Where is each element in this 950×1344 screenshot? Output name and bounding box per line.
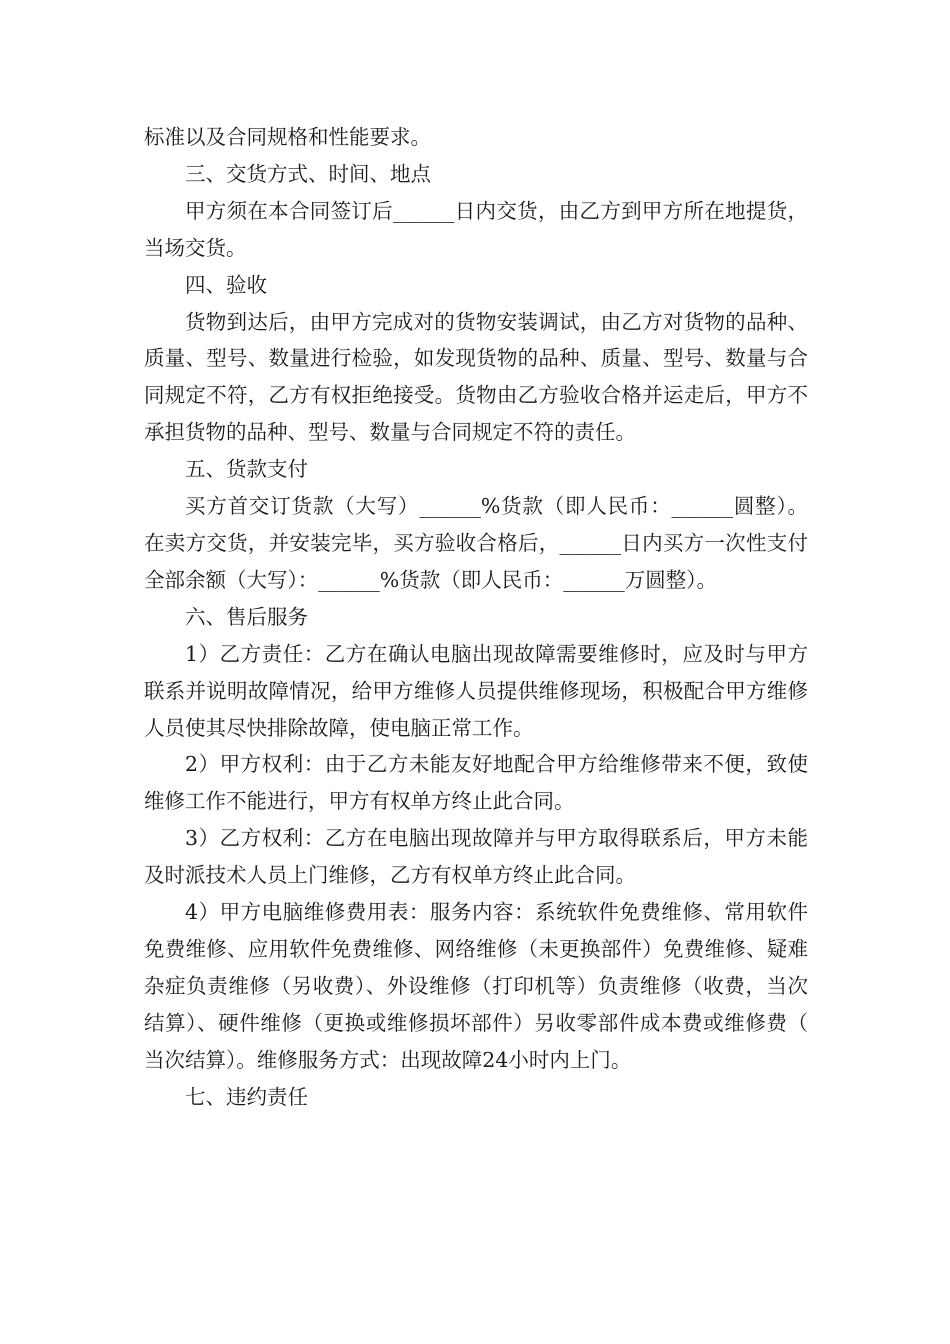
paragraph-payment: 买方首交订货款（大写）______%货款（即人民币：______圆整）。在卖方交货，并安装完毕，买方验收合格后，______日内买方一次性支付全部余额（大写）：______%货款（即人民币：______万圆整）。 [144, 494, 808, 592]
heading-payment: 五、货款支付 [185, 457, 308, 482]
heading-acceptance: 四、验收 [185, 272, 267, 297]
document-body [144, 119, 808, 1115]
heading-liability: 七、违约责任 [185, 1084, 308, 1109]
paragraph-repair-fees: 4）甲方电脑维修费用表：服务内容：系统软件免费维修、常用软件免费维修、应用软件免费维修、网络维修（未更换部件）免费维修、疑难杂症负责维修（另收费）、外设维修（打印机等）负责维修（收费，当次结算）、硬件维修（更换或维修损坏部件）另收零部件成本费或维修费（当次结算）。维修服务方式：出现故障24小时内上门。 [144, 900, 808, 1072]
paragraph-party-b-right: 3）乙方权利：乙方在电脑出现故障并与甲方取得联系后，甲方未能及时派技术人员上门维修，乙方有权单方终止此合同。 [144, 826, 808, 888]
paragraph-acceptance: 货物到达后，由甲方完成对的货物安装调试，由乙方对货物的品种、质量、型号、数量进行检验，如发现货物的品种、质量、型号、数量与合同规定不符，乙方有权拒绝接受。货物由乙方验收合格并运走后，甲方不承担货物的品种、型号、数量与合同规定不符的责任。 [144, 309, 808, 445]
paragraph-spec-requirements: 标准以及合同规格和性能要求。 [144, 125, 431, 149]
heading-delivery: 三、交货方式、时间、地点 [185, 161, 431, 186]
heading-after-sales: 六、售后服务 [185, 604, 308, 629]
paragraph-delivery: 甲方须在本合同签订后______日内交货，由乙方到甲方所在地提货，当场交货。 [144, 198, 808, 260]
paragraph-party-b-duty: 1）乙方责任：乙方在确认电脑出现故障需要维修时，应及时与甲方联系并说明故障情况，给甲方维修人员提供维修现场，积极配合甲方维修人员使其尽快排除故障，使电脑正常工作。 [144, 641, 808, 740]
paragraph-party-a-right: 2）甲方权利：由于乙方未能友好地配合甲方给维修带来不便，致使维修工作不能进行，甲方有权单方终止此合同。 [144, 752, 808, 814]
